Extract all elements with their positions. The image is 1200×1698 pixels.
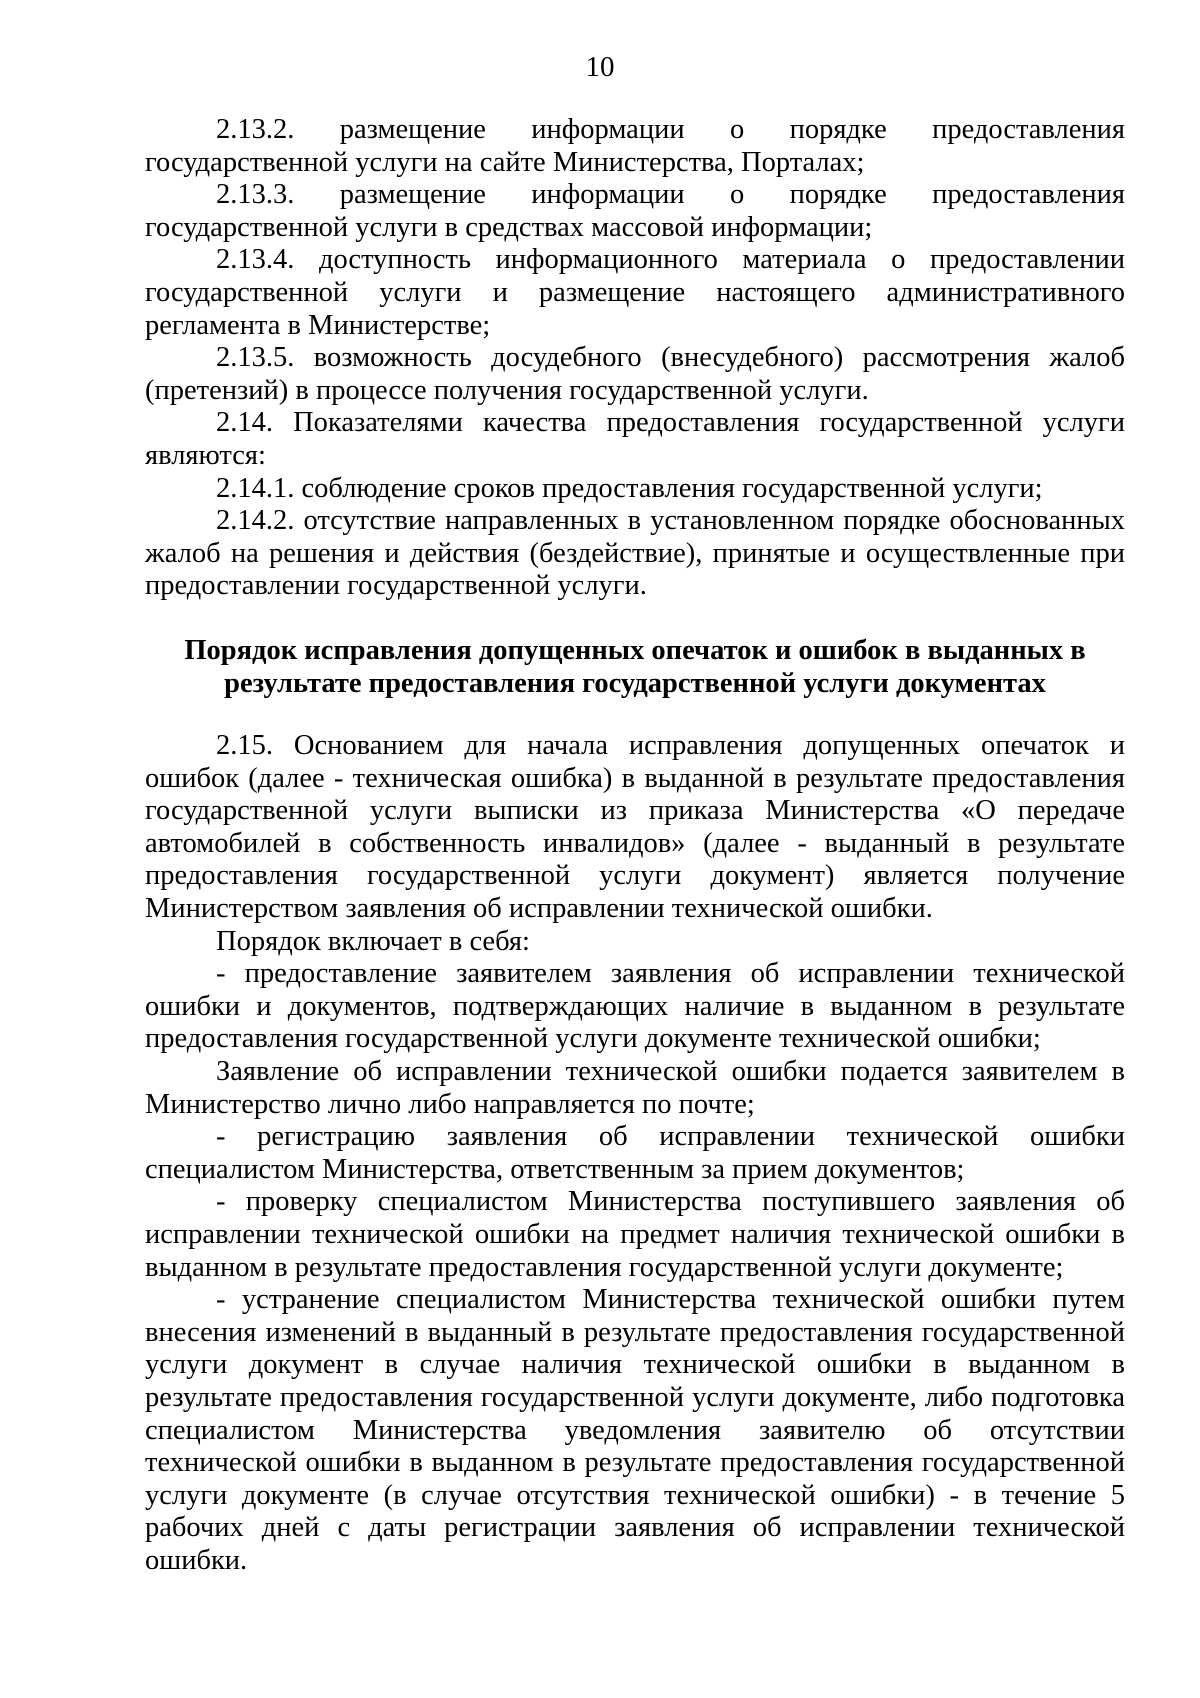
page-number: 10: [585, 51, 615, 83]
section-heading-line-2: результате предоставления государственной услуги документах: [224, 667, 1046, 699]
section-heading: [145, 635, 1125, 700]
section-heading-line-1: Порядок исправления допущенных опечаток и ошибок в выданных в: [184, 634, 1086, 666]
paragraph-2-13-3: 2.13.3. размещение информации о порядке предоставления государственной услуги в средствах массовой информации;: [145, 179, 1125, 243]
paragraph-2-13-4: 2.13.4. доступность информационного материала о предоставлении государственной услуги и размещение настоящего административного регламента в Министерстве;: [145, 244, 1125, 341]
paragraph-2-14-2: 2.14.2. отсутствие направленных в установленном порядке обоснованных жалоб на решения и действия (бездействие), принятые и осуществленные при предоставлении государственной услуги.: [145, 505, 1125, 602]
paragraph-2-15: 2.15. Основанием для начала исправления допущенных опечаток и ошибок (далее - техническая ошибка) в выданной в результате предоставления государственной услуги выписки из приказа Министерства «О передаче автомобилей в собственность инвалидов» (далее - выданный в результате предоставления государственной услуги документ) является получение Министерством заявления об исправлении технической ошибки.: [145, 730, 1125, 925]
paragraph-2-14-1: 2.14.1. соблюдение сроков предоставления государственной услуги;: [216, 472, 1043, 504]
document-body: [145, 114, 1125, 1578]
paragraph-procedure-item: - устранение специалистом Министерства технической ошибки путем внесения изменений в выданный в результате предоставления государственной услуги документ в случае наличия технической ошибки в выданном в результате предоставления государственной услуги документе, либо подготовка специалистом Министерства уведомления заявителю об отсутствии технической ошибки в выданном в результате предоставления государственной услуги документе (в случае отсутствия технической ошибки) - в течение 5 рабочих дней с даты регистрации заявления об исправлении технической ошибки.: [145, 1284, 1125, 1576]
paragraph-2-14: 2.14. Показателями качества предоставления государственной услуги являются:: [145, 407, 1125, 471]
paragraph-procedure-item: - регистрацию заявления об исправлении технической ошибки специалистом Министерства, ответственным за прием документов;: [145, 1121, 1125, 1185]
paragraph-2-13-2: 2.13.2. размещение информации о порядке предоставления государственной услуги на сайте Министерства, Порталах;: [145, 114, 1125, 178]
paragraph-procedure-item: - предоставление заявителем заявления об исправлении технической ошибки и документов, подтверждающих наличие в выданном в результате предоставления государственной услуги документе технической ошибки;: [145, 958, 1125, 1055]
paragraph-application-submission: Заявление об исправлении технической ошибки подается заявителем в Министерство лично либо направляется по почте;: [145, 1056, 1125, 1120]
paragraph-procedure-item: - проверку специалистом Министерства поступившего заявления об исправлении технической ошибки на предмет наличия технической ошибки в выданном в результате предоставления государственной услуги документе;: [145, 1186, 1125, 1283]
paragraph-2-13-5: 2.13.5. возможность досудебного (внесудебного) рассмотрения жалоб (претензий) в процессе получения государственной услуги.: [145, 342, 1125, 406]
paragraph-procedure-intro: Порядок включает в себя:: [216, 925, 530, 957]
